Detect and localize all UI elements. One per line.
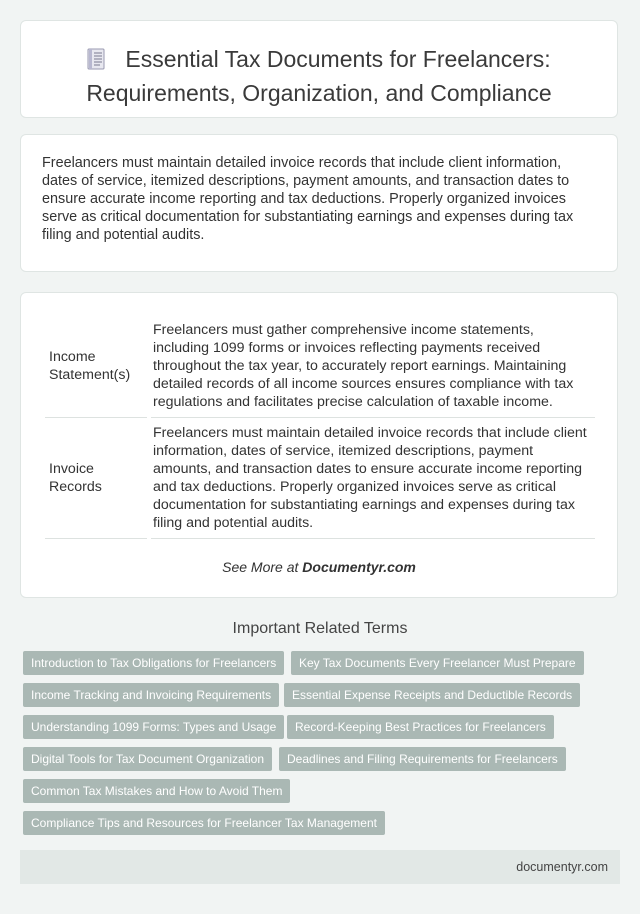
related-term-tag[interactable]: Key Tax Documents Every Freelancer Must Prepare [291, 651, 584, 675]
related-term-tag[interactable]: Common Tax Mistakes and How to Avoid Them [23, 779, 290, 803]
page-title [21, 21, 617, 109]
row-label: Invoice Records [45, 418, 147, 539]
related-term-tag[interactable]: Deadlines and Filing Requirements for Freelancers [279, 747, 566, 771]
footer-site[interactable]: documentyr.com [516, 860, 608, 874]
table-card [20, 292, 618, 598]
related-terms-title: Important Related Terms [232, 620, 408, 637]
related-term-tag[interactable]: Digital Tools for Tax Document Organization [23, 747, 272, 771]
see-more-site[interactable]: Documentyr.com [302, 559, 416, 575]
summary-card [20, 134, 618, 272]
row-label: Income Statement(s) [45, 315, 147, 418]
related-term-tag[interactable]: Compliance Tips and Resources for Freelancer Tax Management [23, 811, 385, 835]
table-row [45, 315, 595, 418]
document-icon [87, 47, 105, 78]
footer [20, 850, 620, 884]
page-title-text: Essential Tax Documents for Freelancers: Requirements, Organization, and Compliance [86, 46, 552, 106]
related-term-tag[interactable]: Understanding 1099 Forms: Types and Usage [23, 715, 284, 739]
related-term-tag[interactable]: Essential Expense Receipts and Deductible Records [284, 683, 580, 707]
documents-table [41, 315, 599, 539]
table-row [45, 418, 595, 539]
related-term-tag[interactable]: Record-Keeping Best Practices for Freelancers [287, 715, 554, 739]
related-term-tag[interactable]: Income Tracking and Invoicing Requirements [23, 683, 279, 707]
title-card [20, 20, 618, 118]
summary-text: Freelancers must maintain detailed invoice records that include client information, dates of service, itemized descriptions, payment amounts, and transaction dates to ensure accurate income reporting and tax deductions. Properly organized invoices serve as critical documentation for substantiating earnings and expenses during tax filing and potential audits. [42, 155, 574, 243]
see-more-prefix: See More at [222, 559, 303, 575]
row-description: Freelancers must gather comprehensive income statements, including 1099 forms or invoices reflecting payments received throughout the tax year, to accurately report earnings. Maintaining detailed records of all income sources ensures compliance with tax regulations and facilitates precise calculation of taxable income. [151, 315, 595, 418]
related-term-tag[interactable]: Introduction to Tax Obligations for Freelancers [23, 651, 284, 675]
see-more-link[interactable] [21, 559, 617, 575]
row-description: Freelancers must maintain detailed invoice records that include client information, dates of service, itemized descriptions, payment amounts, and transaction dates to ensure accurate income reporting and tax deductions. Properly organized invoices serve as critical documentation for substantiating earnings and expenses during tax filing and potential audits. [151, 418, 595, 539]
